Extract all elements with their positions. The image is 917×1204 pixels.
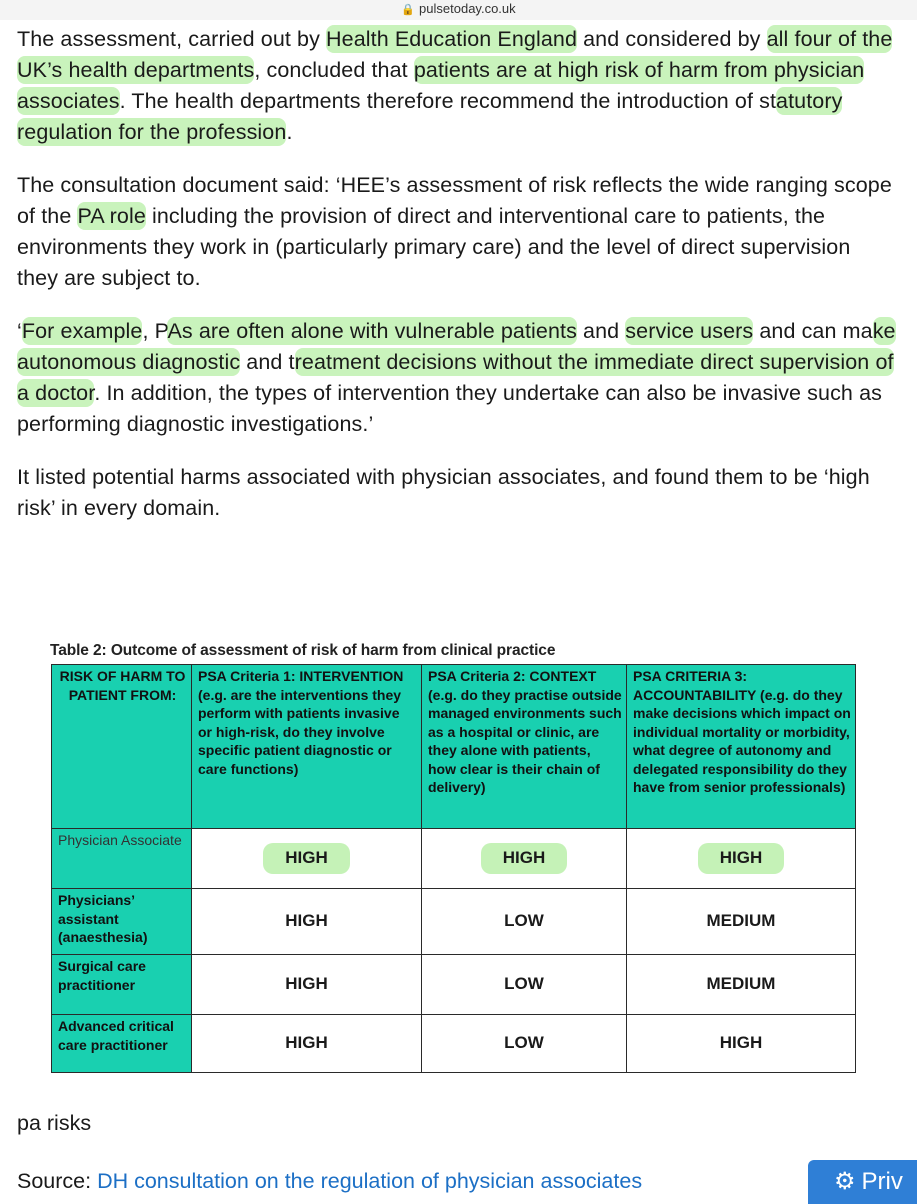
header-criteria-3: PSA CRITERIA 3: ACCOUNTABILITY (e.g. do they make decisions which impact on individual mortality or morbidity, what degree of autonomy and delegated responsibility do they have from senior professionals) [627, 665, 856, 829]
row-value-criteria-1: HIGH [192, 889, 422, 955]
text-run: , P [142, 319, 168, 343]
text-run: ‘ [17, 319, 22, 343]
row-role: Advanced critical care practitioner [52, 1015, 192, 1073]
highlighted-text: reatment decisions without the immediate direct supervision of a doctor [17, 350, 894, 405]
row-value-criteria-2: LOW [422, 1015, 627, 1073]
text-run: and t [240, 350, 295, 374]
highlighted-text: patients are at high risk of harm from physician associates [17, 58, 865, 113]
text-run: . In addition, the types of intervention they undertake can also be invasive such as performing diagnostic investigations.’ [17, 381, 882, 436]
header-risk-from: RISK OF HARM TO PATIENT FROM: [52, 665, 192, 829]
source-label: Source: [17, 1169, 98, 1193]
table-row [52, 829, 856, 889]
table-row [52, 889, 856, 955]
text-run: and considered by [577, 27, 767, 51]
row-value-criteria-2: LOW [422, 955, 627, 1015]
row-role: Physician Associate [52, 829, 192, 889]
article-paragraph-3 [17, 316, 897, 440]
highlighted-text: ke autonomous diagnostic [17, 319, 896, 374]
text-run: and can ma [753, 319, 873, 343]
header-criteria-2: PSA Criteria 2: CONTEXT (e.g. do they practise outside managed environments such as a hospital or clinic, are they alone with patients, how clear is their chain of delivery) [422, 665, 627, 829]
text-run: , concluded that [254, 58, 414, 82]
table-header-row [52, 665, 856, 829]
row-role: Surgical care practitioner [52, 955, 192, 1015]
highlighted-text: As are often alone with vulnerable patients [167, 319, 577, 343]
text-run: . [286, 120, 293, 144]
article-paragraph-4: It listed potential harms associated with physician associates, and found them to be ‘high risk’ in every domain. [17, 465, 870, 520]
privacy-settings-button[interactable] [808, 1160, 917, 1204]
row-value-criteria-3: MEDIUM [627, 955, 856, 1015]
highlighted-value: HIGH [263, 843, 350, 874]
image-caption: pa risks [17, 1111, 92, 1135]
privacy-button-label: Priv [861, 1168, 903, 1195]
table-title: Table 2: Outcome of assessment of risk of harm from clinical practice [50, 642, 556, 659]
row-value-criteria-1 [192, 829, 422, 889]
lock-icon: 🔒 [401, 4, 416, 16]
browser-url-bar[interactable] [0, 0, 917, 20]
article-paragraph-2 [17, 170, 897, 294]
row-value-criteria-1: HIGH [192, 955, 422, 1015]
gear-icon: ⚙ [834, 1168, 856, 1195]
source-line [17, 1166, 642, 1197]
risk-assessment-table [51, 664, 856, 1073]
highlighted-text: service users [625, 319, 754, 343]
highlighted-value: HIGH [698, 843, 785, 874]
text-run: The consultation document said: ‘HEE’s assessment of risk reflects the wide ranging scope of the [17, 173, 892, 228]
highlighted-text: Health Education England [326, 27, 578, 51]
article-body [17, 24, 897, 546]
highlighted-text: PA role [77, 204, 146, 228]
source-link[interactable]: DH consultation on the regulation of physician associates [97, 1169, 643, 1193]
url-domain: pulsetoday.co.uk [419, 1, 516, 16]
article-paragraph-1 [17, 24, 897, 148]
row-value-criteria-1: HIGH [192, 1015, 422, 1073]
row-value-criteria-3: HIGH [627, 1015, 856, 1073]
table-row [52, 955, 856, 1015]
row-role: Physicians’ assistant (anaesthesia) [52, 889, 192, 955]
row-value-criteria-3: MEDIUM [627, 889, 856, 955]
highlighted-text: For example [21, 319, 143, 343]
highlighted-value: HIGH [481, 843, 568, 874]
text-run: including the provision of direct and interventional care to patients, the environments they work in (particularly primary care) and the level of direct supervision they are subject to. [17, 204, 851, 290]
highlighted-text: all four of the UK’s health departments [17, 27, 893, 82]
header-criteria-1: PSA Criteria 1: INTERVENTION (e.g. are the interventions they perform with patients invasive or high-risk, do they involve specific patient diagnostic or care functions) [192, 665, 422, 829]
row-value-criteria-2 [422, 829, 627, 889]
table-row [52, 1015, 856, 1073]
text-run: The assessment, carried out by [17, 27, 327, 51]
row-value-criteria-3 [627, 829, 856, 889]
text-run: . The health departments therefore recommend the introduction of st [119, 89, 777, 113]
highlighted-text: atutory regulation for the profession [17, 89, 843, 144]
text-run: and [576, 319, 626, 343]
row-value-criteria-2: LOW [422, 889, 627, 955]
risk-table-image [48, 642, 854, 1073]
